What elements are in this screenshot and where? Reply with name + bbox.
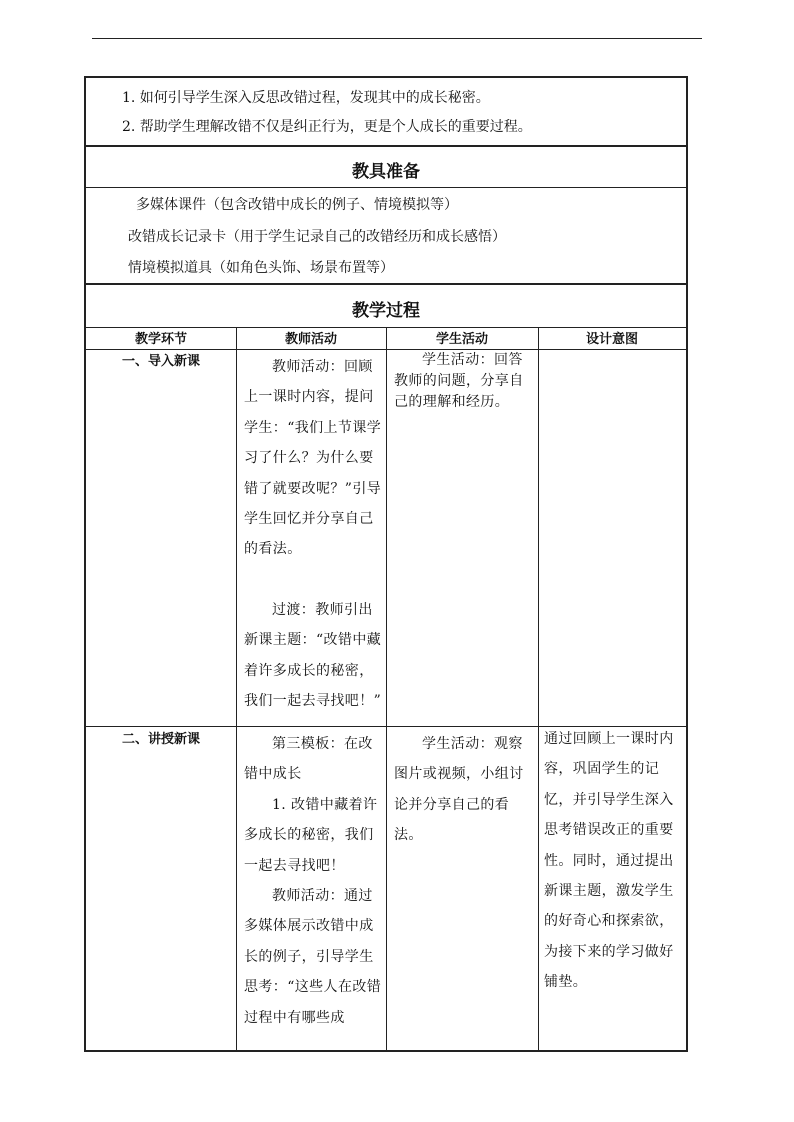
teacher-activity [244, 729, 382, 1033]
design-intent [544, 724, 682, 998]
student-paragraph: 学生活动：回答教师的问题，分享自己的理解和经历。 [394, 352, 524, 410]
difficulty-item-2: 2. 帮助学生理解改错不仅是纠正行为，更是个人成长的重要过程。 [122, 119, 532, 135]
teacher-activity [244, 352, 382, 716]
column-header-teacher: 教师活动 [284, 332, 337, 347]
teacher-paragraph: 过渡：教师引出新课主题：“改错中藏着许多成长的秘密，我们一起去寻找吧！” [244, 601, 382, 710]
column-divider [538, 327, 539, 1052]
teacher-paragraph: 教师活动：回顾上一课时内容，提问学生：“我们上节课学习了什么？为什么要错了就要改呢？”引导学生回忆并分享自己的看法。 [244, 359, 382, 558]
student-paragraph: 学生活动：观察图片或视频，小组讨论并分享自己的看法。 [394, 736, 524, 844]
student-activity [394, 729, 534, 851]
column-header-design: 设计意图 [585, 332, 638, 347]
teacher-paragraph: 1. 改错中藏着许多成长的秘密，我们一起去寻找吧！ [244, 796, 378, 874]
row-divider [86, 187, 686, 188]
teacher-paragraph: 教师活动：通过多媒体展示改错中成长的例子，引导学生思考：“这些人在改错过程中有哪些成 [244, 888, 382, 1026]
stage-label: 二、讲授新课 [122, 732, 201, 747]
row-divider [86, 145, 686, 147]
column-header-student: 学生活动 [435, 332, 488, 347]
materials-item-2: 改错成长记录卡（用于学生记录自己的改错经历和成长感悟） [128, 229, 506, 245]
design-paragraph: 通过回顾上一课时内容，巩固学生的记忆，并引导学生深入思考错误改正的重要性。同时，通过提出新课主题，激发学生的好奇心和探索欲，为接下来的学习做好铺垫。 [544, 731, 674, 991]
difficulty-item-1: 1. 如何引导学生深入反思改错过程，发现其中的成长秘密。 [122, 90, 490, 106]
header-rule [92, 38, 702, 39]
column-divider [386, 327, 387, 1052]
stage-label: 一、导入新课 [122, 354, 201, 369]
materials-title: 教具准备 [352, 162, 420, 182]
student-activity [394, 350, 534, 413]
lesson-plan-table [84, 76, 688, 1052]
row-divider [86, 283, 686, 285]
materials-item-3: 情境模拟道具（如角色头饰、场景布置等） [128, 260, 394, 276]
process-title: 教学过程 [352, 301, 420, 321]
column-divider [236, 327, 237, 1052]
teacher-paragraph: 第三模板：在改错中成长 [244, 736, 373, 783]
column-header-stage: 教学环节 [134, 332, 187, 347]
materials-item-1: 多媒体课件（包含改错中成长的例子、情境模拟等） [136, 197, 458, 213]
